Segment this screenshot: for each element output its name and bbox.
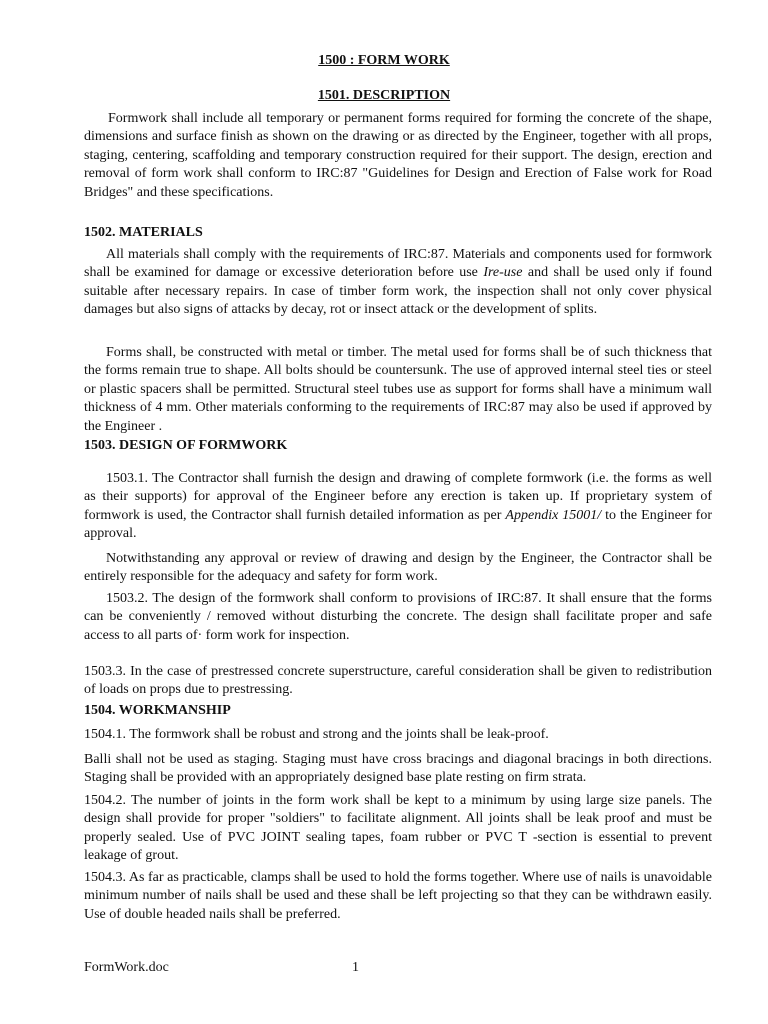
paragraph-1503-3: 1503.3. In the case of prestressed concrete superstructure, careful consideration shall be given to redistribution of loads on props due to prestressing. xyxy=(84,664,712,698)
heading-1501: 1501. DESCRIPTION xyxy=(317,88,451,103)
footer-page-number: 1 xyxy=(352,960,359,975)
paragraph-1503-1 xyxy=(84,470,712,544)
paragraph-1503-responsibility: Notwithstanding any approval or review of drawing and design by the Engineer, the Contractor shall be entirely responsible for the adequacy and safety for form work. xyxy=(84,551,712,585)
paragraph-1501-description: Formwork shall include all temporary or permanent forms required for forming the concrete of the shape, dimensions and surface finish as shown on the drawing or as directed by the Engineer, together with all props, staging, centering, scaffolding and temporary construction required for their support. The design, erection and removal of form work shall conform to IRC:87 "Guidelines for Design and Erection of False work for Road Bridges" and these specifications. xyxy=(84,111,712,200)
paragraph-1502-forms: Forms shall, be constructed with metal or timber. The metal used for forms shall be of such thickness that the forms remain true to shape. All bolts should be countersunk. The use of approved internal steel ties or steel or plastic spacers shall be permitted. Structural steel tubes use as support for forms shall have a minimum wall thickness of 4 mm. Other materials conforming to the requirements of IRC:87 may also be used if approved by the Engineer . xyxy=(84,345,712,434)
heading-1502: 1502. MATERIALS xyxy=(84,225,203,240)
text-run-italic: Appendix 15001/ xyxy=(505,507,602,523)
document-title: 1500 : FORM WORK xyxy=(318,53,450,68)
text-run: and shall be used only if found suitable after necessary repairs. In case of timber form work, the inspection shall not only cover physical damages but also signs of attacks by decay, rot or insect attack or the development of splits. xyxy=(84,265,712,318)
paragraph-1504-3: 1504.3. As far as practicable, clamps shall be used to hold the forms together. Where use of nails is unavoidable minimum number of nails shall be used and these shall be left projecting so that they can be withdrawn easily. Use of double headed nails shall be preferred. xyxy=(84,870,712,922)
paragraph-1504-balli: Balli shall not be used as staging. Staging must have cross bracings and diagonal bracings in both directions. Staging shall be provided with an appropriately designed base plate resting on firm strata. xyxy=(84,752,712,786)
footer-filename: FormWork.doc xyxy=(84,960,169,975)
text-run: All materials shall comply with the requirements of IRC:87. Materials and components used for formwork shall be examined for damage or excessive deterioration before use xyxy=(84,247,712,281)
text-run-italic: Ire-use xyxy=(483,265,523,281)
text-run: 1503.1. The Contractor shall furnish the design and drawing of complete formwork (i.e. the forms as well as their supports) for approval of the Engineer before any erection is taken up. If proprietary system of formwork is used, the Contractor shall furnish detailed information as per xyxy=(84,471,712,523)
heading-1504: 1504. WORKMANSHIP xyxy=(84,703,231,718)
paragraph-1504-2: 1504.2. The number of joints in the form work shall be kept to a minimum by using large size panels. The design shall provide for proper "soldiers" to facilitate alignment. All joints shall be leak proof and must be properly sealed. Use of PVC JOINT sealing tapes, foam rubber or PVC T -section is essential to prevent leakage of grout. xyxy=(84,793,712,864)
paragraph-1503-2: 1503.2. The design of the formwork shall conform to provisions of IRC:87. It shall ensure that the forms can be conveniently / removed without disturbing the concrete. The design shall facilitate proper and safe access to all parts of· form work for inspection. xyxy=(84,591,712,643)
heading-1503: 1503. DESIGN OF FORMWORK xyxy=(84,438,288,453)
paragraph-1504-1: 1504.1. The formwork shall be robust and strong and the joints shall be leak-proof. xyxy=(84,727,549,742)
paragraph-1502-materials xyxy=(84,246,712,320)
text-run: to the Engineer for approval. xyxy=(84,507,712,542)
